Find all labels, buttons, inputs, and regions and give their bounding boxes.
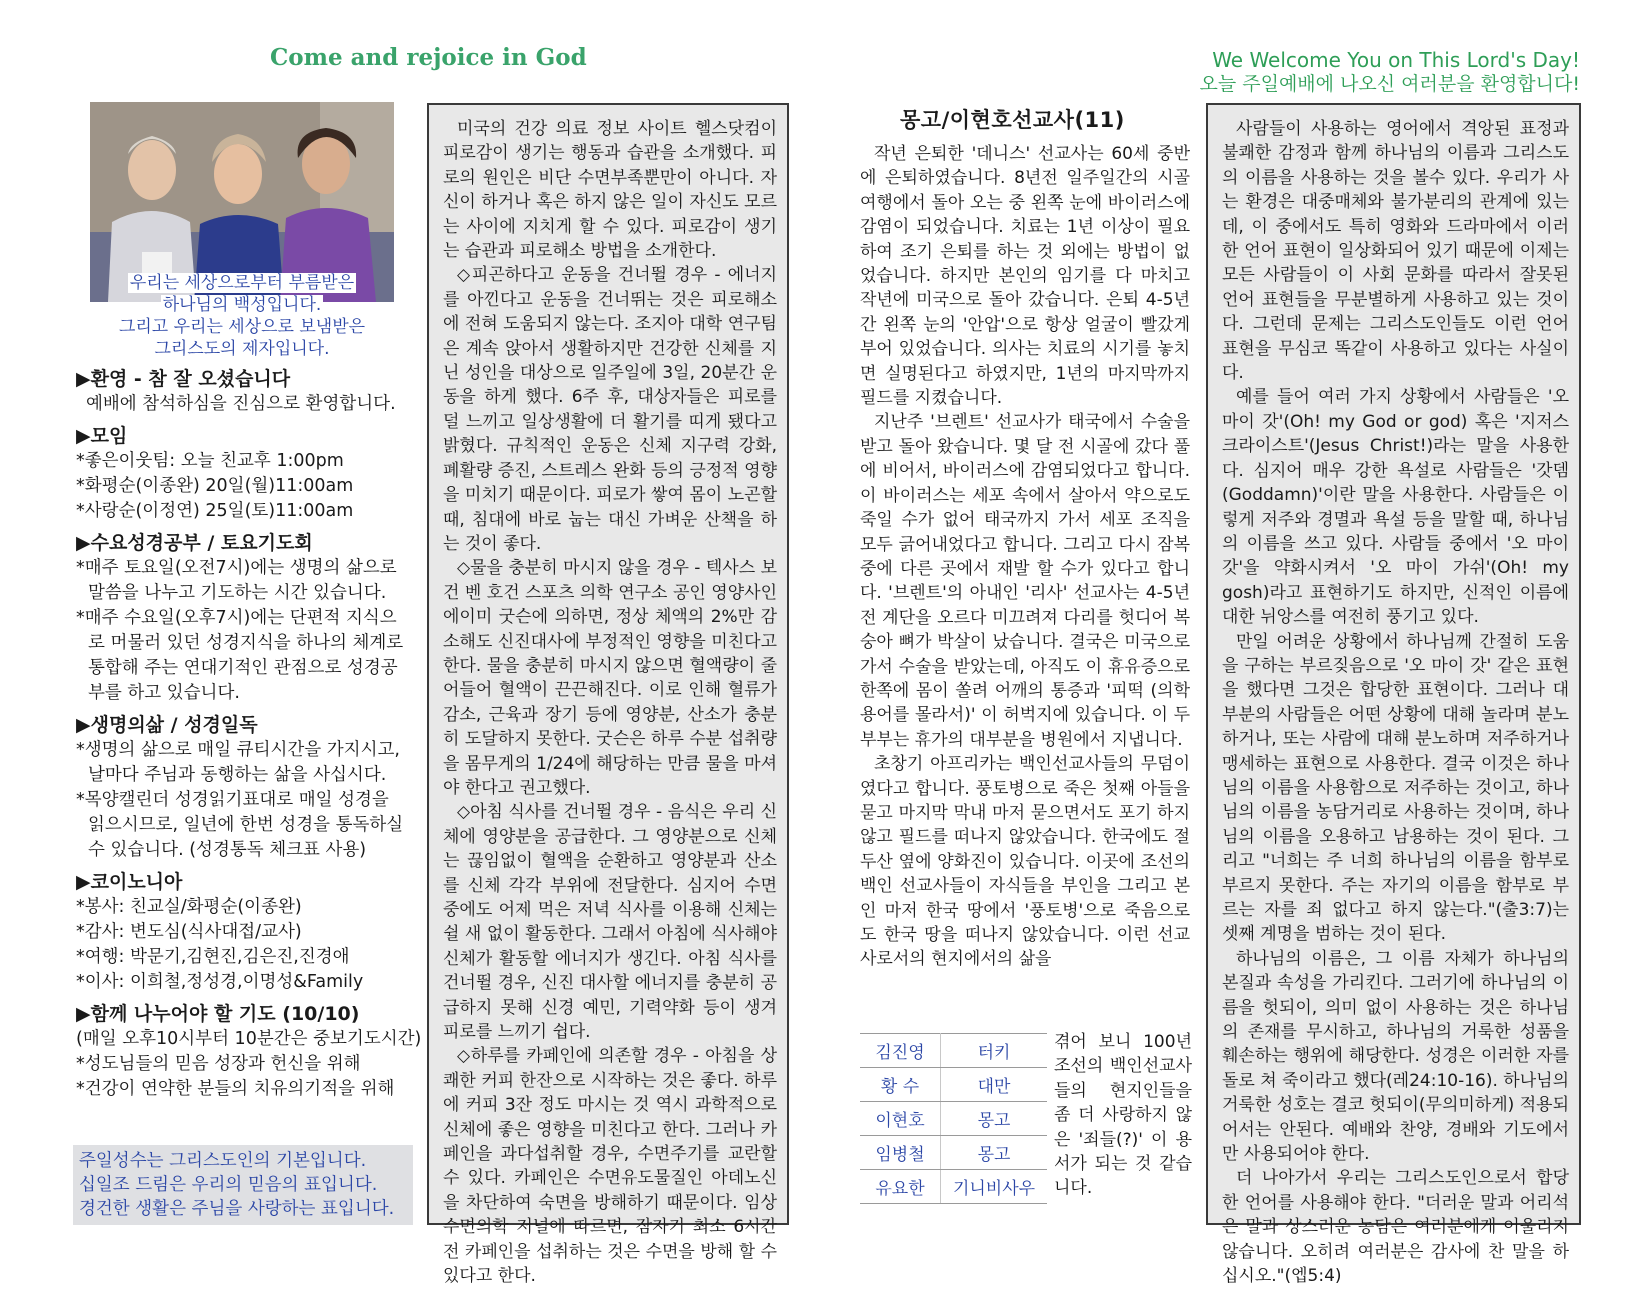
banner-line-1: 주일성수는 그리스도인의 기본입니다. [79,1151,367,1171]
health-paragraph: ◇물을 충분히 마시지 않을 경우 - 텍사스 보건 벤 호건 스포츠 의학 연구소 공인 영양사인 에이미 굿슨에 의하면, 정상 체액의 2%만 감소해도 신진대사에 부정적인 영향을 미친다고 한다. 물을 충분히 마시지 않으면 혈액량이 줄어들어 혈액이 끈끈해진다. 이로 인해 혈류가 감소, 근육과 장기 등에 영양분, 산소가 충분히 도달하지 못한다. 굿슨은 하루 수분 섭취량을 몸무게의 1/24에 해당하는 만큼 물을 마셔야 한다고 권고했다. [443,558,777,798]
language-paragraph: 더 나아가서 우리는 그리스도인으로서 합당한 언어를 사용해야 한다. "더러운 말과 어리석은 말과 상스러운 농담은 여러분에게 어울리지 않습니다. 오히려 여러분은 감사에 찬 말을 하십시오."(엡5:4) [1222,1168,1569,1287]
missionary-country: 몽고 [941,1136,1048,1170]
table-row [860,1102,1047,1136]
header-welcome-en: We Welcome You on This Lord's Day! [1212,48,1580,72]
koinonia-item: *이사: 이희철,정성경,이명성&Family [76,972,364,992]
photo-caption [90,272,394,360]
caption-line-3: 그리고 우리는 세상으로 보냄받은 [118,317,366,337]
missionary-name: 유요한 [860,1170,941,1204]
welcome-text: 예배에 참석하심을 진심으로 환영합니다. [86,394,396,414]
missionary-paragraph: 초창기 아프리카는 백인선교사들의 무덤이였다고 합니다. 풍토병으로 죽은 첫째 아들을 묻고 마지막 막내 마저 묻으면서도 포기 하지 않고 필드를 떠나지 않았습니다. 한국에도 절두산 옆에 양화진이 있습니다. 이곳에 조선의 백인 선교사들이 자식들을 부인을 그리고 본인 마저 한국 땅에서 '풍토병'으로 죽음으로도 한국 땅을 떠나지 않았습니다. 이런 선교사로서의 현지에서의 삶을 [860,754,1190,970]
prayer-title: ▶함께 나누어야 할 기도 (10/10) [76,1003,360,1025]
announcements-column [76,366,422,1102]
koinonia-item: *봉사: 친교실/화평순(이종완) [76,897,302,917]
table-row [860,1136,1047,1170]
reading-title: ▶생명의삶 / 성경일독 [76,714,258,736]
reading-item: *목양캘린더 성경읽기표대로 매일 성경을 읽으시므로, 일년에 한번 성경을 통독하실 수 있습니다. (성경통독 체크표 사용) [76,790,404,860]
meeting-item: *화평순(이종완) 20일(월)11:00am [76,476,354,496]
table-row [860,1170,1047,1204]
missionary-name: 김진영 [860,1034,941,1068]
health-paragraph: ◇하루를 카페인에 의존할 경우 - 아침을 상쾌한 커피 한잔으로 시작하는 것은 좋다. 하루에 커피 3잔 정도 마시는 것 역시 과학적으로 신체에 좋은 영향을 미친다고 한다. 그러나 카페인을 과다섭취할 경우, 수면주기를 교란할 수 있다. 카페인은 수면유도물질인 아데노신을 차단하여 숙면을 방해하기 때문이다. 임상 수면의학 저널에 따르면, 잠자기 최소 6시간 전 카페인을 섭취하는 것은 수면을 방해 할 수 있다고 한다. [443,1046,777,1287]
missionary-title: 몽고/이현호선교사(11) [900,108,1125,132]
missionary-paragraph: 작년 은퇴한 '데니스' 선교사는 60세 중반에 은퇴하였습니다. 8년전 일주일간의 시골 여행에서 돌아 오는 중 왼쪽 눈에 바이러스에 감염이 되었습니다. 치료는 1년 이상이 필요하여 조기 은퇴를 하는 것 외에는 방법이 없었습니다. 하지만 본인의 임기를 다 마치고 작년에 미국으로 돌아 갔습니다. 은퇴 4-5년 간 왼쪽 눈의 '안압'으로 항상 얼굴이 빨갔게 부어 있었습니다. 의사는 치료의 시기를 놓치면 실명된다고 하였지만, 1년의 마지막까지 필드를 지켰습니다. [860,144,1190,409]
header-welcome-ko: 오늘 주일예배에 나오신 여러분을 환영합니다! [1199,73,1580,95]
header-title-left: Come and rejoice in God [270,44,587,71]
language-article-box [1206,103,1581,1287]
table-row [860,1068,1047,1102]
banner-line-2: 십일조 드림은 우리의 믿음의 표입니다. [79,1175,378,1195]
koinonia-title: ▶코이노니아 [76,871,183,893]
header-welcome [1199,48,1580,96]
prayer-item: *성도님들의 믿음 성장과 헌신을 위해 [76,1054,361,1074]
missionary-country: 기니비사우 [941,1170,1048,1204]
health-paragraph: 미국의 건강 의료 정보 사이트 헬스닷컴이 피로감이 생기는 행동과 습관을 소개했다. 피로의 원인은 비단 수면부족뿐만이 아니다. 자신이 하거나 혹은 하지 않은 일이 자신도 모르는 사이에 지치게 할 수 있다. 피로감이 생기는 습관과 피로해소 방법을 소개한다. [443,119,777,262]
health-paragraph: ◇아침 식사를 건너뛸 경우 - 음식은 우리 신체에 영양분을 공급한다. 그 영양분으로 신체는 끊임없이 혈액을 순환하고 영양분과 산소를 신체 각각 부위에 전달한다. 심지어 수면 중에도 어제 먹은 저녁 식사를 이용해 신체는 쉴 새 없이 활동한다. 그래서 아침에 식사해야 신체가 활동할 에너지가 생긴다. 아침 식사를 건너뛸 경우, 신진 대사할 에너지를 충분히 공급하지 못해 신경 예민, 기력약화 등이 생겨 피로를 느끼기 쉽다. [443,802,777,1043]
table-row [860,1034,1047,1068]
meeting-item: *사랑순(이정연) 25일(토)11:00am [76,501,354,521]
welcome-title: ▶환영 - 참 잘 오셨습니다 [76,368,291,390]
missionary-letter [860,142,1190,972]
prayer-item: (매일 오후10시부터 10분간은 중보기도시간) [76,1029,422,1049]
prayer-item: *건강이 연약한 분들의 치유의기적을 위해 [76,1079,395,1099]
koinonia-item: *여행: 박문기,김현진,김은진,진경애 [76,947,350,967]
language-paragraph: 하나님의 이름은, 그 이름 자체가 하나님의 본질과 속성을 가리킨다. 그러기에 하나님의 이름을 헛되이, 의미 없이 사용하는 것은 하나님의 존재를 무시하고, 하나님의 거룩한 성품을 훼손하는 행위에 해당한다. 성경은 이러한 자를 돌로 쳐 죽이라고 했다(레24:10-16). 하나님의 거룩한 성호는 결코 헛되이(무의미하게) 적용되어서는 안된다. 예배와 찬양, 경배와 기도에서만 사용되어야 한다. [1222,948,1569,1165]
missionary-name: 임병철 [860,1136,941,1170]
faith-banner [73,1145,413,1225]
bible-study-title: ▶수요성경공부 / 토요기도회 [76,532,313,554]
missionary-tail: 겪어 보니 100년 조선의 백인선교사들의 현지인들을 좀 더 사랑하지 않은 '죄들(?)' 이 용서가 되는 것 같습니다. [1054,1032,1192,1199]
meeting-item: *좋은이웃팀: 오늘 친교후 1:00pm [76,451,344,471]
reading-item: *생명의 삶으로 매일 큐티시간을 가지시고, 날마다 주님과 동행하는 삶을 사십시다. [76,740,400,785]
caption-line-2: 하나님의 백성입니다. [162,295,322,315]
missionary-table [860,1033,1047,1204]
missionary-paragraph: 지난주 '브렌트' 선교사가 태국에서 수술을 받고 돌아 왔습니다. 몇 달 전 시골에 갔다 풀에 비어서, 바이러스에 감염되었다고 합니다. 이 바이러스는 세포 속에서 살아서 약으로도 죽일 수가 없어 태국까지 가서 세포 조직을 모두 긁어내었다고 합니다. 그리고 다시 잠복 중에 다른 곳에서 재발 할 수가 있다고 합니다. '브렌트'의 아내인 '리사' 선교사는 4-5년 전 계단을 오르다 미끄려져 다리를 헛디어 복숭아 뼈가 박살이 났습니다. 결국은 미국으로 가서 수술을 받았는데, 아직도 이 휴유증으로 한쪽에 몸이 쏠려 어깨의 통증과 '피떡 (의학 용어를 몰라서)' 이 허벅지에 있습니다. 이 두 부부는 휴가의 대부분을 병원에서 지냅니다. [860,412,1190,750]
health-paragraph: ◇피곤하다고 운동을 건너뛸 경우 - 에너지를 아낀다고 운동을 건너뛰는 것은 피로해소에 전혀 도움되지 않는다. 조지아 대학 연구팀은 계속 앉아서 생활하지만 건강한 신체를 지닌 성인을 대상으로 일주일에 3일, 20분간 운동을 하게 했다. 6주 후, 대상자들은 피로를 덜 느끼고 일상생활에 더 활기를 띠게 됐다고 밝혔다. 규칙적인 운동은 신체 지구력 강화, 폐활량 증진, 스트레스 완화 등의 긍정적 영향을 미치기 때문이다. 피로가 쌓여 몸이 노곤할 때, 침대에 바로 눕는 대신 가벼운 산책을 하는 것이 좋다. [443,265,777,554]
caption-line-4: 그리스도의 제자입니다. [154,339,330,359]
missionary-name: 황 수 [860,1068,941,1102]
missionary-country: 몽고 [941,1102,1048,1136]
banner-line-3: 경건한 생활은 주님을 사랑하는 표입니다. [79,1199,395,1219]
missionary-name: 이현호 [860,1102,941,1136]
caption-line-1: 우리는 세상으로부터 부름받은 [129,273,355,293]
missionary-country: 대만 [941,1068,1048,1102]
missionary-country: 터키 [941,1034,1048,1068]
language-paragraph: 사람들이 사용하는 영어에서 격앙된 표정과 불쾌한 감정과 함께 하나님의 이름과 그리스도의 이름을 사용하는 것을 볼수 있다. 우리가 사는 환경은 대중매체와 불가분리의 관계에 있는데, 이 중에서도 특히 영화와 드라마에서 이러한 언어 표현이 일상화되어 있기 때문에 이제는 모든 사람들이 이 사회 문화를 따라서 잘못된 언어 표현들을 무분별하게 사용하고 있는 것이다. 그런데 문제는 그리스도인들도 이런 언어 표현을 무심코 똑같이 사용하고 있다는 사실이다. [1222,119,1569,384]
language-paragraph: 만일 어려운 상황에서 하나님께 간절히 도움을 구하는 부르짖음으로 '오 마이 갓' 같은 표현을 했다면 그것은 합당한 표현이다. 그러나 대부분의 사람들은 어떤 상황에 대해 놀라며 분노하거나, 또는 사람에 대해 분노하며 저주하거나 맹세하는 표현으로 사용한다. 결국 이것은 하나님의 이름을 사용함으로 저주하는 것이고, 하나님의 이름을 농담거리로 사용하는 것이며, 하나님의 이름을 오용하고 남용하는 것이 된다. 그리고 "너희는 주 너희 하나님의 이름을 함부로 부르지 못한다. 주는 자기의 이름을 함부로 부르는 자를 죄 없다고 하지 않는다."(출3:7)는 셋째 계명을 범하는 것이 된다. [1222,631,1569,945]
health-article-box [427,103,789,1287]
bible-study-item: *매주 수요일(오후7시)에는 단편적 지식으로 머물러 있던 성경지식을 하나의 체계로 통합해 주는 연대기적인 관점으로 성경공부를 하고 있습니다. [76,608,404,703]
meeting-title: ▶모임 [76,425,128,447]
koinonia-item: *감사: 변도심(식사대접/교사) [76,922,302,942]
bible-study-item: *매주 토요일(오전7시)에는 생명의 삶으로 말씀을 나누고 기도하는 시간 있습니다. [76,558,397,603]
language-paragraph: 예를 들어 여러 가지 상황에서 사람들은 '오 마이 갓'(Oh! my God or god) 혹은 '지저스 크라이스트'(Jesus Christ!)라는 말을 사용한다. 심지어 매우 강한 욕설로 사람들은 '갓뎀(Goddamn)'이란 말을 사용한다. 사람들은 이렇게 저주와 경멸과 욕설 등을 말할 때, 하나님의 이름을 쓰고 있다. 사람들 중에서 '오 마이 갓'을 약화시켜서 '오 마이 가쉬'(Oh! my gosh)라고 표현하기도 하지만, 신적인 이름에 대한 뉘앙스를 여전히 풍기고 있다. [1222,387,1569,628]
